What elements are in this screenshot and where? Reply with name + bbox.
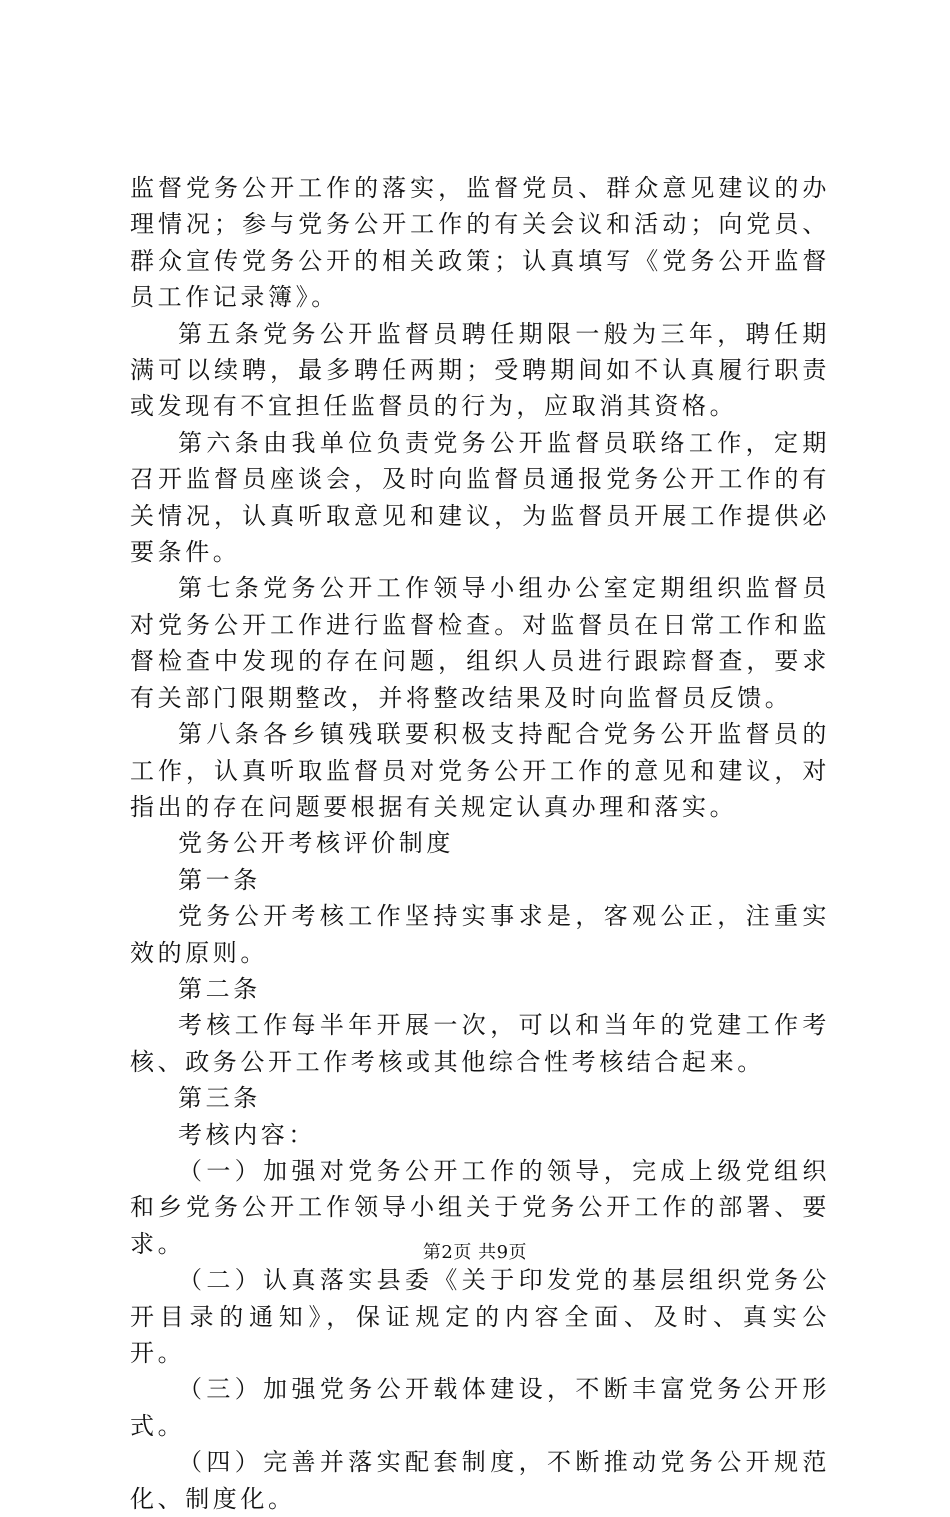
list-item: （二）认真落实县委《关于印发党的基层组织党务公开目录的通知》，保证规定的内容全面、及时、真实公开。	[130, 1266, 830, 1367]
page-footer	[0, 1241, 950, 1265]
page-number-label: 第2页 共9页	[422, 1242, 528, 1263]
paragraph: 党务公开考核工作坚持实事求是，客观公正，注重实效的原则。	[130, 902, 830, 967]
paragraph: 第五条党务公开监督员聘任期限一般为三年，聘任期满可以续聘，最多聘任两期；受聘期间如不认真履行职责或发现有不宜担任监督员的行为，应取消其资格。	[130, 319, 830, 421]
paragraph: 第七条党务公开工作领导小组办公室定期组织监督员对党务公开工作进行监督检查。对监督员在日常工作和监督检查中发现的存在问题，组织人员进行跟踪督查，要求有关部门限期整改，并将整改结果及时向监督员反馈。	[130, 574, 830, 712]
paragraph: 考核内容：	[178, 1120, 316, 1149]
article-number: 第一条	[178, 865, 261, 894]
paragraph: 考核工作每半年开展一次，可以和当年的党建工作考核、政务公开工作考核或其他综合性考核结合起来。	[130, 1011, 830, 1076]
paragraph: 第八条各乡镇残联要积极支持配合党务公开监督员的工作，认真听取监督员对党务公开工作的意见和建议，对指出的存在问题要根据有关规定认真办理和落实。	[130, 720, 830, 821]
document-body	[130, 170, 830, 1517]
article-number: 第二条	[178, 974, 261, 1003]
list-item: （四）完善并落实配套制度，不断推动党务公开规范化、制度化。	[130, 1448, 830, 1513]
paragraph: 第六条由我单位负责党务公开监督员联络工作，定期召开监督员座谈会，及时向监督员通报党务公开工作的有关情况，认真听取意见和建议，为监督员开展工作提供必要条件。	[130, 428, 830, 567]
section-heading: 党务公开考核评价制度	[178, 829, 454, 858]
article-number: 第三条	[178, 1084, 261, 1113]
list-item: （一）加强对党务公开工作的领导，完成上级党组织和乡党务公开工作领导小组关于党务公开工作的部署、要求。	[130, 1156, 830, 1258]
paragraph: 监督党务公开工作的落实，监督党员、群众意见建议的办理情况；参与党务公开工作的有关会议和活动；向党员、群众宣传党务公开的相关政策；认真填写《党务公开监督员工作记录簿》。	[130, 174, 830, 312]
list-item: （三）加强党务公开载体建设，不断丰富党务公开形式。	[130, 1375, 830, 1440]
